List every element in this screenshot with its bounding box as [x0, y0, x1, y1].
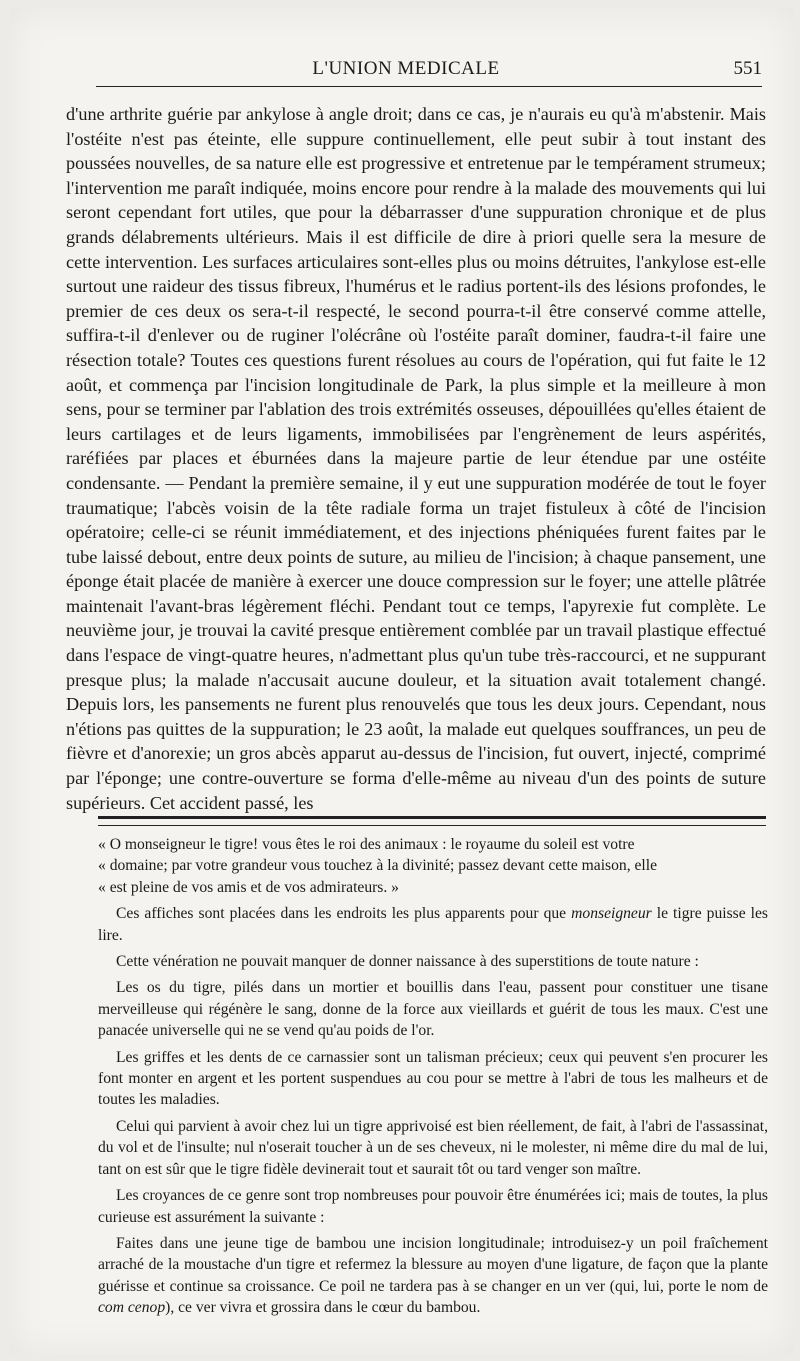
footnote-paragraph	[98, 1233, 768, 1319]
quote-line: « domaine; par votre grandeur vous touchez à la divinité; passez devant cette maison, elle	[98, 857, 658, 875]
footnote-separator	[98, 816, 766, 826]
footnote-paragraph: Les os du tigre, pilés dans un mortier et bouillis dans l'eau, passent pour constituer une tisane merveilleuse qui régénère le sang, donne de la force aux vieillards et guérit de tous les maux. C'est une panacée universelle qui ne se vend qu'au poids de l'or.	[98, 979, 768, 1040]
running-header	[50, 56, 762, 90]
footnote-paragraph: Celui qui parvient à avoir chez lui un tigre apprivoisé est bien réellement, de fait, à l'abri de l'assassinat, du vol et de l'insulte; nul n'oserait toucher à un de ses cheveux, ni le molester, ni même dire du mal de lui, tant on est sûr que le tigre fidèle devinerait tout et saurait tôt ou tard venger son maître.	[98, 1117, 768, 1178]
text-run: Faites dans une jeune tige de bambou une incision longitudinale; introduisez-y un poil fraîchement arraché de la moustache d'un tigre et refermez la blessure au moyen d'une ligature, de façon que la plante guérisse et continue sa croissance. Ce poil ne tardera pas à se changer en un ver (qui, lui, porte le nom de	[98, 1234, 768, 1295]
footnote-paragraph: Les griffes et les dents de ce carnassier sont un talisman précieux; ceux qui peuvent s'en procurer les font monter en argent et les portent suspendues au cou pour se mettre à l'abri de tous les malheurs et de toutes les maladies.	[98, 1048, 768, 1109]
page-number: 551	[733, 58, 762, 79]
page	[10, 8, 794, 1354]
footnote-paragraph: Les croyances de ce genre sont trop nombreuses pour pouvoir être énumérées ici; mais de toutes, la plus curieuse est assurément la suivante :	[98, 1187, 768, 1226]
text-run: le tigre puisse les lire.	[98, 905, 769, 944]
text-run: Ces affiches sont placées dans les endroits les plus apparents pour que	[116, 905, 572, 923]
emphasis: monseigneur	[571, 905, 652, 923]
footnote-paragraph: Cette vénération ne pouvait manquer de donner naissance à des superstitions de toute nature :	[116, 953, 699, 971]
text-run: ), ce ver vivra et grossira dans le cœur du bambou.	[165, 1299, 481, 1317]
footnote-paragraph	[98, 903, 768, 946]
main-text	[66, 102, 766, 815]
footnotes	[98, 834, 768, 1324]
quote-line: « O monseigneur le tigre! vous êtes le roi des animaux : le royaume du soleil est votre	[98, 836, 635, 853]
journal-title: L'UNION MEDICALE	[312, 58, 500, 79]
quote-line: « est pleine de vos amis et de vos admirateurs. »	[98, 878, 399, 896]
main-paragraph: d'une arthrite guérie par ankylose à angle droit; dans ce cas, je n'aurais eu qu'à m'abstenir. Mais l'ostéite n'est pas éteinte, elle suppure continuellement, elle peut subir à tout instant des poussées nouvelles, de sa nature elle est progressive et entretenue par le tempérament strumeux; l'intervention me paraît indiquée, moins encore pour rendre à la malade des mouvements qui lui seront cependant fort utiles, que pour la débarrasser d'une suppuration chronique et de plus grands délabrements ultérieurs. Mais il est difficile de dire à priori quelle sera la mesure de cette intervention. Les surfaces articulaires sont-elles plus ou moins détruites, l'ankylose est-elle surtout une raideur des tissus fibreux, l'humérus et le radius portent-ils des lésions profondes, le premier de ces deux os sera-t-il respecté, le second pourra-t-il être conservé comme attelle, suffira-t-il d'enlever ou de ruginer l'olécrâne où l'ostéite paraît dominer, faudra-t-il faire une résection totale? Toutes ces questions furent résolues au cours de l'opération, qui fut faite le 12 août, et commença par l'incision longitudinale de Park, la plus simple et la meilleure à mon sens, pour se terminer par l'ablation des trois extrémités osseuses, dépouillées qu'elles étaient de leurs cartilages et de leurs ligaments, immobilisées par l'engrènement de leurs aspérités, raréfiées par places et éburnées dans la majeure partie de leur étendue par une ostéite condensante. — Pendant la première semaine, il y eut une suppuration modérée de tout le foyer traumatique; l'abcès voisin de la tête radiale forma un trajet fistuleux à côté de l'incision opératoire; celle-ci se réunit immédiatement, et des injections phéniquées furent faites par le tube laissé debout, entre deux points de suture, au milieu de l'incision; à chaque pansement, une éponge était placée de manière à exercer une douce compression sur le foyer; une attelle plâtrée maintenait l'avant-bras légèrement fléchi. Pendant tout ce temps, l'apyrexie fut complète. Le neuvième jour, je trouvai la cavité presque entièrement comblée par un travail plastique effectué dans l'espace de vingt-quatre heures, n'admettant plus qu'un tube très-raccourci, et ne suppurant presque plus; la malade n'accusait aucune douleur, et la situation avait totalement changé. Depuis lors, les pansements ne furent plus renouvelés que tous les deux jours. Cependant, nous n'étions pas quittes de la suppuration; le 23 août, la malade eut quelques souffrances, un peu de fièvre et d'anorexie; un gros abcès apparut au-dessus de l'incision, fut ouvert, injecté, comprimé par l'éponge; une contre-ouverture se forma d'elle-même au niveau d'un des points de suture supérieurs. Cet accident passé, les	[66, 104, 766, 813]
header-rule	[96, 86, 762, 87]
emphasis: com cenop	[98, 1299, 166, 1317]
